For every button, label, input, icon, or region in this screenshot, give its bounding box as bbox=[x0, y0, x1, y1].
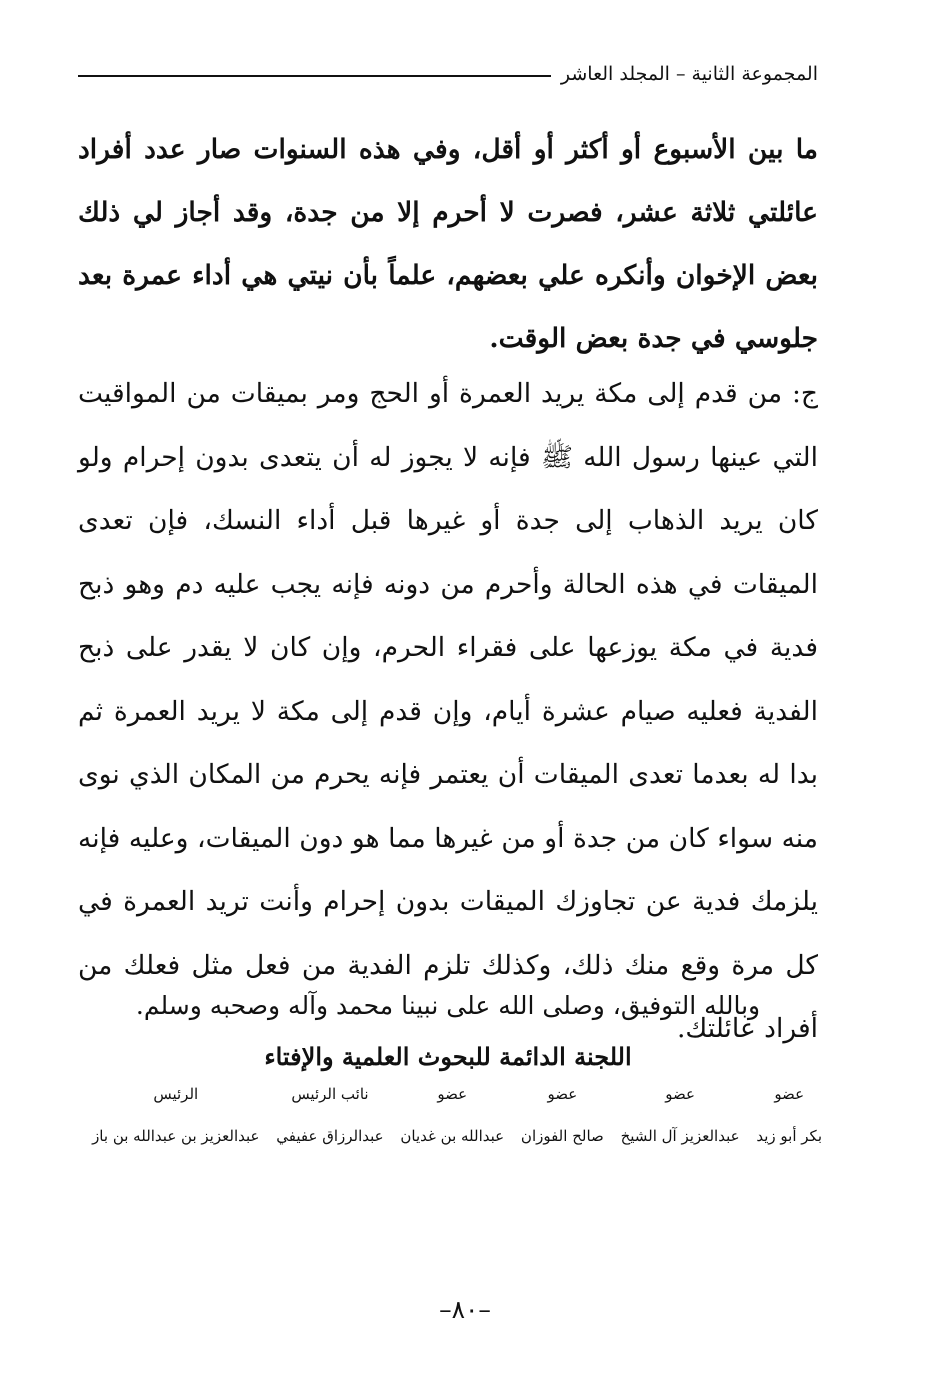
header-rule bbox=[78, 75, 551, 77]
signatory-role: الرئيس bbox=[153, 1085, 199, 1103]
signatory-1 bbox=[756, 1083, 822, 1147]
signatory-role: عضو bbox=[437, 1085, 468, 1103]
signatory-name: صالح الفوزان bbox=[520, 1127, 604, 1145]
signatory-6 bbox=[92, 1083, 259, 1147]
signatory-role: عضو bbox=[665, 1085, 695, 1103]
page-number: –٨٠– bbox=[439, 1295, 491, 1324]
signatories-block bbox=[92, 1083, 822, 1147]
signatory-5 bbox=[276, 1083, 383, 1147]
signatory-name: بكر أبو زيد bbox=[756, 1127, 822, 1145]
running-header bbox=[78, 62, 818, 86]
signatory-role: عضو bbox=[774, 1085, 805, 1103]
question-paragraph: ما بين الأسبوع أو أكثر أو أقل، وفي هذه السنوات صار عدد أفراد عائلتي ثلاثة عشر، فصرت لا أحرم إلا من جدة، وقد أجاز لي ذلك بعض الإخوان وأنكره علي بعضهم، علماً بأن نيتي هي أداء عمرة بعد جلوسي في جدة بعض الوقت. bbox=[78, 134, 818, 354]
committee-title: اللجنة الدائمة للبحوث العلمية والإفتاء bbox=[264, 1042, 632, 1071]
running-title: المجموعة الثانية – المجلد العاشر bbox=[560, 63, 818, 85]
signatory-role: نائب الرئيس bbox=[291, 1085, 369, 1103]
signatory-role: عضو bbox=[547, 1085, 578, 1103]
signatory-3 bbox=[521, 1083, 604, 1147]
answer-paragraph: ج: من قدم إلى مكة يريد العمرة أو الحج ومر بميقات من المواقيت التي عينها رسول الله ﷺ فإنه لا يجوز له أن يتعدى بدون إحرام ولو كان يريد الذهاب إلى جدة أو غيرها قبل أداء النسك، فإن تعدى الميقات في هذه الحالة وأحرم من دونه فإنه يجب عليه دم وهو ذبح فدية في مكة يوزعها على فقراء الحرم، وإن كان لا يقدر على ذبح الفدية فعليه صيام عشرة أيام، وإن قدم إلى مكة لا يريد العمرة ثم بدا له بعدما تعدى الميقات أن يعتمر فإنه يحرم من المكان الذي نوى منه سواء كان من جدة أو من غيرها مما هو دون الميقات، وعليه فإنه يلزمك فدية عن تجاوزك الميقات بدون إحرام وأنت تريد العمرة في كل مرة وقع منك ذلك، وكذلك تلزم الفدية من فعل مثل فعلك من أفراد عائلتك. bbox=[78, 378, 818, 1044]
signatory-name: عبدالعزيز بن عبدالله بن باز bbox=[92, 1127, 260, 1145]
closing-line: وبالله التوفيق، وصلى الله على نبينا محمد وآله وصحبه وسلم. bbox=[135, 991, 761, 1020]
signatory-4 bbox=[400, 1083, 504, 1147]
signatory-2 bbox=[621, 1083, 740, 1147]
signatory-name: عبدالعزيز آل الشيخ bbox=[620, 1127, 740, 1145]
signatory-name: عبدالرزاق عفيفي bbox=[276, 1127, 384, 1145]
signatory-name: عبدالله بن غديان bbox=[400, 1127, 505, 1145]
